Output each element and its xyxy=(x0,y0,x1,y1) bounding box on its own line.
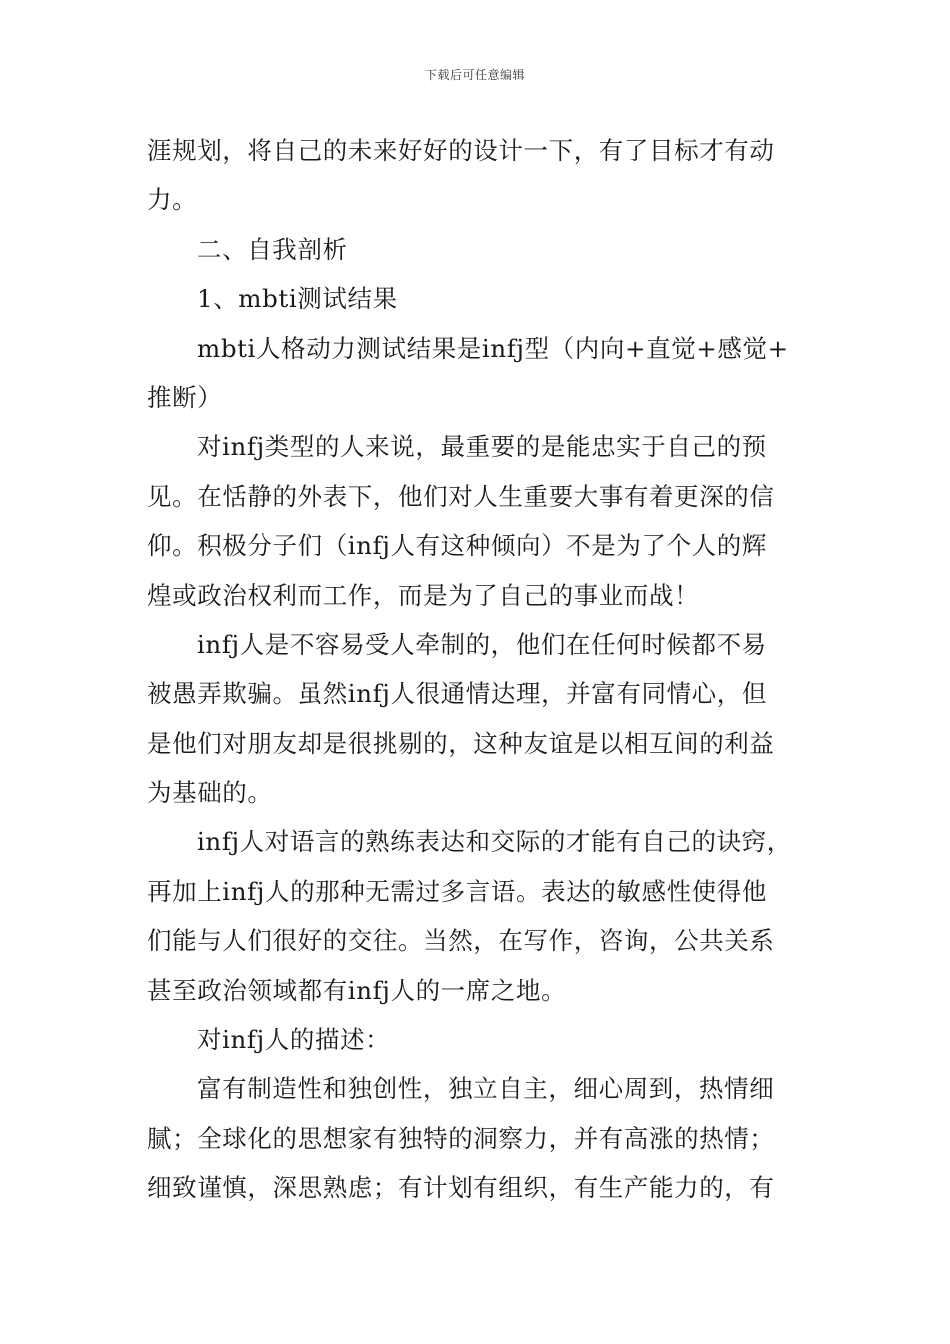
document-body xyxy=(147,126,812,1213)
text-line: 甚至政治领域都有infj人的一席之地。 xyxy=(147,975,567,1005)
text-line: 对infj人的描述： xyxy=(197,1025,391,1055)
subsection-heading: 1、mbti测试结果 xyxy=(197,284,398,314)
text-line: infj人对语言的熟练表达和交际的才能有自己的诀窍， xyxy=(197,827,792,857)
text-line: 们能与人们很好的交往。当然，在写作，咨询，公共关系 xyxy=(147,926,775,956)
text-line: mbti人格动力测试结果是infj型（内向+直觉+感觉+ xyxy=(197,333,789,363)
text-line: 再加上infj人的那种无需过多言语。表达的敏感性使得他 xyxy=(147,876,767,906)
text-line: 为基础的。 xyxy=(147,778,273,808)
text-line: 见。在恬静的外表下，他们对人生重要大事有着更深的信 xyxy=(147,481,775,511)
text-line: 细致谨慎，深思熟虑；有计划有组织，有生产能力的，有 xyxy=(147,1173,775,1203)
page-header: 下载后可任意编辑 xyxy=(424,68,525,82)
text-line: 富有制造性和独创性，独立自主，细心周到，热情细 xyxy=(197,1074,775,1104)
text-line: 力。 xyxy=(147,185,198,215)
text-line: 煌或政治权利而工作，而是为了自己的事业而战！ xyxy=(147,580,700,610)
text-line: 是他们对朋友却是很挑剔的，这种友谊是以相互间的利益 xyxy=(147,728,775,758)
text-line: 仰。积极分子们（infj人有这种倾向）不是为了个人的辉 xyxy=(147,531,767,561)
text-line: 被愚弄欺骗。虽然infj人很通情达理，并富有同情心，但 xyxy=(147,679,767,709)
section-heading: 二、自我剖析 xyxy=(197,234,348,264)
text-line: 对infj类型的人来说，最重要的是能忠实于自己的预 xyxy=(197,432,767,462)
text-line: infj人是不容易受人牵制的，他们在任何时候都不易 xyxy=(197,629,767,659)
text-line: 腻；全球化的思想家有独特的洞察力，并有高涨的热情； xyxy=(147,1123,775,1153)
text-line: 涯规划，将自己的未来好好的设计一下，有了目标才有动 xyxy=(147,136,775,165)
text-line: 推断） xyxy=(147,382,223,412)
